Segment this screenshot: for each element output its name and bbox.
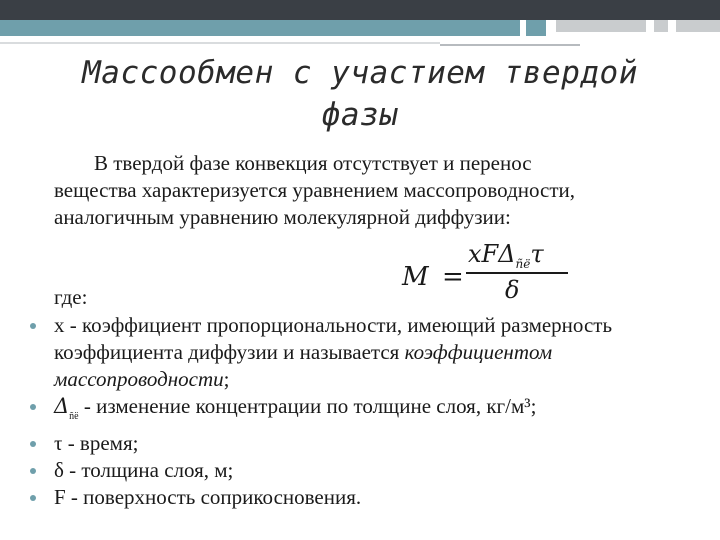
item-emphasis: коэффициентом массопроводности <box>54 340 553 391</box>
accent-segment <box>0 20 520 36</box>
formula-numerator-tail: τ <box>530 240 544 268</box>
top-dark-bar <box>0 0 720 20</box>
list-item <box>30 484 690 511</box>
item-text: F - поверхность соприкосновения. <box>54 485 362 509</box>
gray-segment <box>556 20 646 32</box>
list-item <box>30 457 690 484</box>
item-text: δ - толщина слоя, м; <box>54 458 234 482</box>
where-label: где: <box>54 285 88 309</box>
list-item <box>30 393 690 430</box>
formula-numerator <box>468 240 544 271</box>
thin-rule <box>0 42 440 44</box>
gray-segment-small <box>654 20 668 32</box>
delta-symbol: Δ <box>54 394 70 418</box>
bullet-icon <box>30 404 36 410</box>
slide-title: Массообмен с участием твердой фазы <box>82 55 638 133</box>
intro-paragraph: В твердой фазе конвекция отсутствует и перенос вещества характеризуется уравнением массопроводности, аналогичным уравнению молекулярной диффузии: <box>54 151 576 229</box>
definitions-list <box>30 312 690 511</box>
bullet-icon <box>30 441 36 447</box>
item-tail: ; <box>223 367 230 391</box>
formula-numerator-sub: ñë <box>515 257 531 271</box>
delta-subscript: ñë <box>69 411 79 422</box>
mass-conductivity-formula <box>402 240 572 314</box>
thin-rule-accent <box>440 44 580 46</box>
intro-block <box>54 150 674 231</box>
formula-denominator: δ <box>505 276 520 304</box>
gray-segment-right <box>676 20 720 32</box>
formula-numerator-main: xFΔ <box>468 240 516 268</box>
list-item <box>30 312 690 393</box>
item-text: - изменение концентрации по толщине слоя, кг/м³; <box>78 394 537 418</box>
accent-segment-small <box>526 20 546 36</box>
bullet-icon <box>30 495 36 501</box>
list-item <box>30 430 690 457</box>
fraction-bar <box>466 272 568 274</box>
item-text: x - коэффициент пропорциональности, имеющий размерность коэффициента диффузии и называется <box>54 313 613 364</box>
item-text: τ - время; <box>54 431 139 455</box>
bullet-icon <box>30 468 36 474</box>
formula-equals: = <box>442 262 464 292</box>
bullet-icon <box>30 323 36 329</box>
formula-lhs: M <box>402 262 429 292</box>
